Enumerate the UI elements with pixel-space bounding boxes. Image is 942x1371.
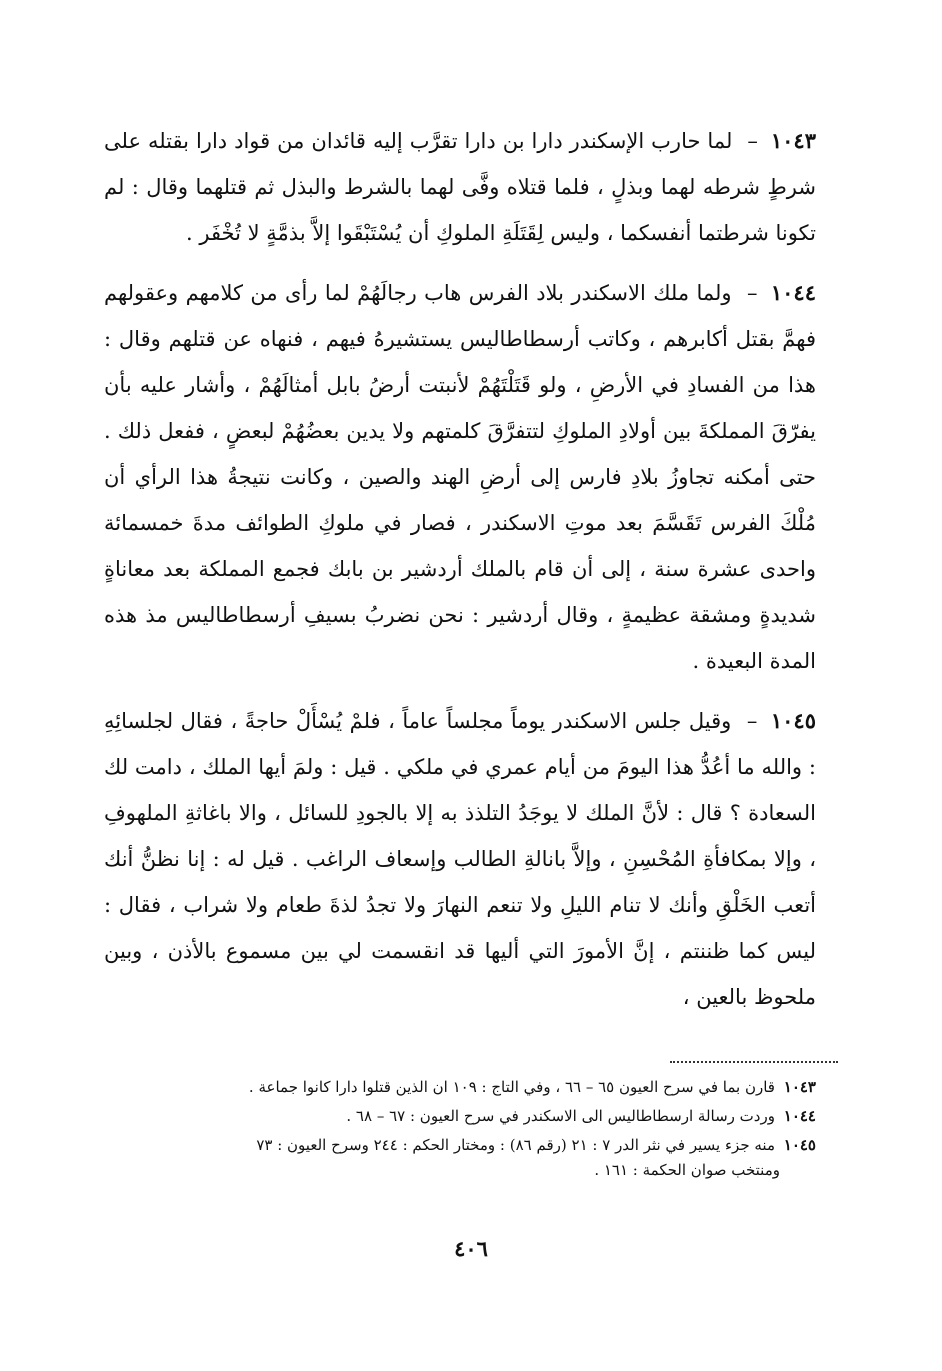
paragraph-dash: – [746, 281, 758, 305]
page-number: ٤٠٦ [454, 1236, 488, 1261]
footnote-separator [670, 1061, 838, 1063]
paragraph-number: ١٠٤٤ [770, 280, 816, 305]
footnote-1045 [104, 1133, 816, 1183]
main-text-block [104, 118, 816, 1034]
footnote-text: وردت رسالة ارسطاطاليس الى الاسكندر في سرح العيون : ٦٧ – ٦٨ . [346, 1107, 775, 1125]
footnote-number: ١٠٤٣ [783, 1078, 816, 1096]
paragraph-dash: – [747, 129, 758, 153]
paragraph-1043 [104, 118, 816, 256]
footnote-number: ١٠٤٥ [783, 1136, 816, 1154]
footnote-text: منه جزء يسير في نثر الدر ٧ : ٢١ (رقم ٨٦) : ومختار الحكم : ٢٤٤ وسرح العيون : ٧٣ [256, 1136, 775, 1154]
paragraph-text: وقيل جلس الاسكندر يوماً مجلساً عاماً ، فلمْ يُسْأَلْ حاجةً ، فقال لجلسائِهِ : والله ما أعُدُّ هذا اليومَ من أيام عمري في ملكي . قيل : ولمَ أيها الملك ، دامت لك السعادة ؟ قال : لأنَّ الملك لا يوجَدُ التلذذ به إلا بالجودِ للسائل ، والا باغاثةِ الملهوفِ ، وإلا بمكافأةِ المُحْسِنِ ، وإلاَّ بانالةِ الطالب وإسعاف الراغب . قيل له : إنا نظنُّ أنك أتعب الخَلْقِ وأنك لا تنام الليلِ ولا تنعم النهارَ ولا تجدُ لذةَ طعام ولا شراب ، فقال : ليس كما ظننتم ، إنَّ الأمورَ التي أليها قد انقسمت لي بين مسموع بالأذن ، وبين ملحوظ بالعين ، [104, 709, 816, 1009]
paragraph-dash: – [746, 709, 758, 733]
paragraph-number: ١٠٤٥ [770, 708, 816, 733]
paragraph-text: ولما ملك الاسكندر بلاد الفرس هاب رجالَهُمْ لما رأى من كلامهم وعقولهم فهمَّ بقتل أكابرهم ، وكاتب أرسطاطاليس يستشيرهُ فيهم ، فنهاه عن قتلهم وقال : هذا من الفسادِ في الأرضِ ، ولو قَتَلْتَهُمْ لأنبتت أرضُ بابل أمثالَهُمْ ، وأشار عليه بأن يفرّقَ المملكةَ بين أولادِ الملوكِ لتتفرَّقَ كلمتهم ولا يدين بعضُهُمْ لبعضٍ ، ففعل ذلك . حتى أمكنه تجاوزُ بلادِ فارس إلى أرضِ الهند والصين ، وكانت نتيجةُ هذا الرأي أن مُلْكَ الفرس تَقَسَّمَ بعد موتِ الاسكندر ، فصار في ملوكِ الطوائف مدةَ خمسمائة واحدى عشرة سنة ، إلى أن قام بالملك أردشير بن بابك فجمع المملكة بعد معاناةٍ شديدةٍ ومشقة عظيمةٍ ، وقال أردشير : نحن نضربُ بسيفِ أرسطاطاليس مذ هذه المدة البعيدة . [104, 281, 816, 673]
footnote-number: ١٠٤٤ [783, 1107, 816, 1125]
footnotes-block [104, 1075, 816, 1187]
footnote-text: قارن بما في سرح العيون ٦٥ – ٦٦ ، وفي التاج : ١٠٩ ان الذين قتلوا دارا كانوا جماعة . [248, 1078, 775, 1096]
paragraph-number: ١٠٤٣ [770, 128, 816, 153]
paragraph-1045 [104, 698, 816, 1020]
paragraph-text: لما حارب الإسكندر دارا بن دارا تقرَّب إليه قائدان من قواد دارا بقتله على شرطٍ شرطه لهما وبذلٍ ، فلما قتلاه وفَّى لهما بالشرط والبذل ثم قتلهما وقال : لم تكونا شرطتما أنفسكما ، وليس لِقَتَلَةِ الملوكِ أن يُسْتَبْقَوا إلاَّ بذمَّةٍ لا تُخْفَر . [104, 129, 816, 245]
footnote-1043 [104, 1075, 816, 1100]
footnote-1044 [104, 1104, 816, 1129]
paragraph-1044 [104, 270, 816, 684]
footnote-continuation: ومنتخب صوان الحكمة : ١٦١ . [594, 1161, 780, 1179]
